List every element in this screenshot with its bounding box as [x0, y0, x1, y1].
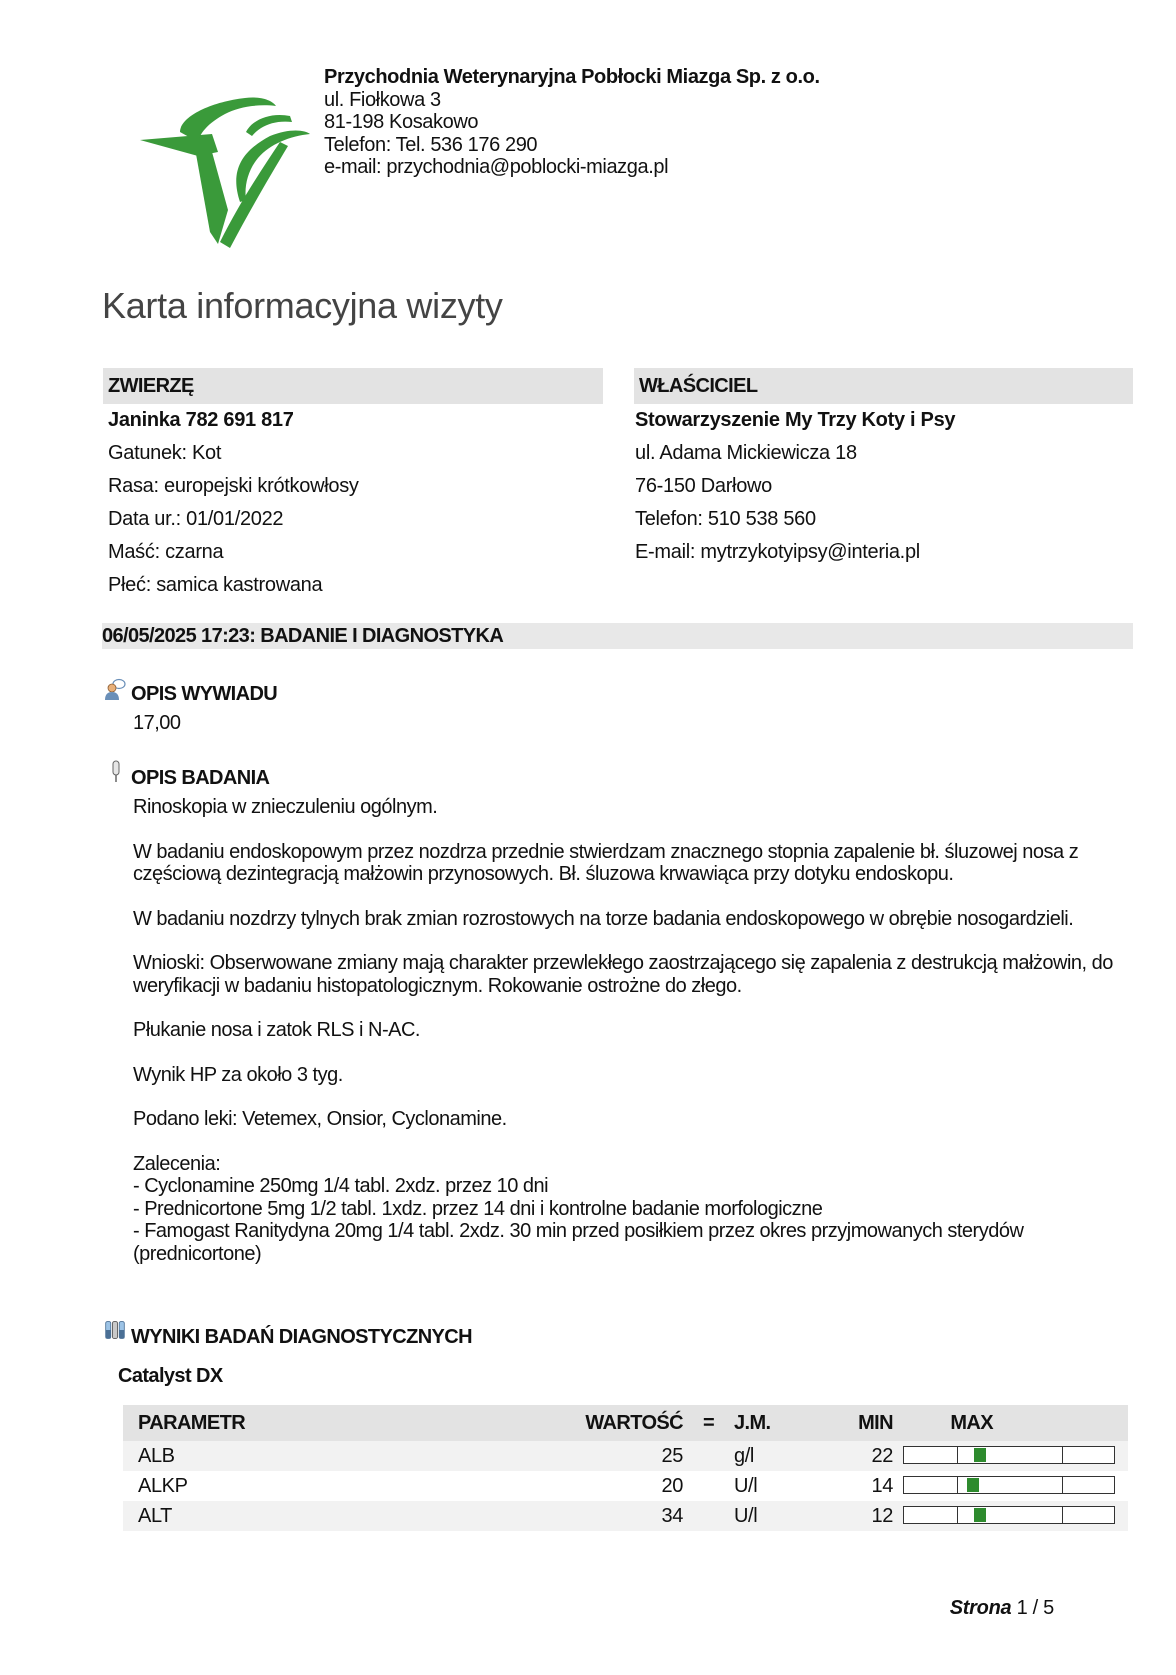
- recommendation-item: - Prednicortone 5mg 1/2 tabl. 1xdz. przez 14 dni i kontrolne badanie morfologiczne: [133, 1197, 823, 1220]
- exam-paragraph: W badaniu nozdrzy tylnych brak zmian rozrostowych na torze badania endoskopowego w obrębie nosogardzieli.: [133, 907, 1074, 930]
- param-min: 22: [871, 1445, 893, 1467]
- interview-icon: [104, 678, 126, 702]
- owner-phone: Telefon: 510 538 560: [635, 508, 816, 530]
- col-min: MIN: [858, 1412, 893, 1434]
- param-unit: U/l: [734, 1505, 758, 1527]
- owner-heading: WŁAŚCICIEL: [634, 368, 1133, 404]
- animal-breed: Rasa: europejski krótkowłosy: [108, 475, 359, 497]
- interview-title: OPIS WYWIADU: [131, 683, 278, 705]
- recommendation-item: - Famogast Ranitydyna 20mg 1/4 tabl. 2xdz. 30 min przed posiłkiem przez okres przyjmowanych sterydów (prednicortone): [133, 1220, 1024, 1265]
- animal-species: Gatunek: Kot: [108, 442, 222, 464]
- exam-paragraph: W badaniu endoskopowym przez nozdrza przednie stwierdzam znacznego stopnia zapalenie bł. śluzowej nosa z częściową dezintegracją małżowin przynosowych. Bł. śluzowa krwawiąca przy dotyku endoskopu.: [133, 840, 1079, 885]
- animal-details: [108, 404, 359, 602]
- exam-paragraph: Płukanie nosa i zatok RLS i N-AC.: [133, 1019, 420, 1041]
- animal-color: Maść: czarna: [108, 541, 224, 563]
- owner-street: ul. Adama Mickiewicza 18: [635, 442, 857, 464]
- table-row: [123, 1441, 1128, 1471]
- gauge-marker: [974, 1448, 986, 1462]
- gauge-tick-max: [1062, 1507, 1063, 1523]
- param-min: 14: [871, 1475, 893, 1497]
- param-unit: U/l: [734, 1475, 758, 1497]
- owner-name: Stowarzyszenie My Trzy Koty i Psy: [635, 409, 956, 431]
- param-value: 25: [661, 1445, 683, 1467]
- lab-tubes-icon: [104, 1318, 126, 1342]
- gauge-marker: [967, 1478, 979, 1492]
- col-max: MAX: [950, 1412, 993, 1434]
- range-gauge: [903, 1476, 1115, 1494]
- device-name: Catalyst DX: [118, 1365, 223, 1387]
- param-value: 34: [661, 1505, 683, 1527]
- col-eq: =: [703, 1412, 715, 1434]
- interview-text: 17,00: [133, 712, 181, 734]
- col-param: PARAMETR: [138, 1412, 246, 1434]
- clinic-logo: [140, 92, 310, 252]
- page-footer: [950, 1597, 1054, 1620]
- recommendation-item: - Cyclonamine 250mg 1/4 tabl. 2xdz. przez 10 dni: [133, 1175, 549, 1197]
- visit-header: 06/05/2025 17:23: BADANIE I DIAGNOSTYKA: [102, 623, 1133, 649]
- owner-details: [635, 404, 955, 569]
- exam-paragraph: Rinoskopia w znieczuleniu ogólnym.: [133, 796, 438, 818]
- gauge-tick-max: [1062, 1477, 1063, 1493]
- clinic-email: e-mail: przychodnia@poblocki-miazga.pl: [324, 156, 669, 178]
- page-label: Strona: [949, 1597, 1012, 1619]
- param-unit: g/l: [734, 1445, 754, 1467]
- param-min: 12: [871, 1505, 893, 1527]
- exam-paragraph: Podano leki: Vetemex, Onsior, Cyclonamine.: [133, 1108, 507, 1130]
- clinic-street: ul. Fiołkowa 3: [324, 88, 441, 111]
- clinic-info: [324, 66, 820, 179]
- animal-heading: ZWIERZĘ: [103, 368, 603, 404]
- gauge-tick-max: [1062, 1447, 1063, 1463]
- recommendations-title: Zalecenia:: [133, 1152, 221, 1175]
- gauge-tick-min: [957, 1447, 958, 1463]
- page-number: 1: [1016, 1597, 1028, 1619]
- page-title: Karta informacyjna wizyty: [102, 285, 503, 326]
- gauge-tick-min: [957, 1507, 958, 1523]
- animal-name: Janinka 782 691 817: [108, 409, 294, 431]
- range-gauge: [903, 1446, 1115, 1464]
- results-title: WYNIKI BADAŃ DIAGNOSTYCZNYCH: [131, 1326, 472, 1348]
- param-name: ALKP: [138, 1475, 188, 1497]
- param-value: 20: [661, 1475, 683, 1497]
- exam-title: OPIS BADANIA: [131, 767, 270, 789]
- exam-icon: [106, 760, 128, 784]
- exam-description: [133, 796, 1113, 1265]
- param-name: ALB: [138, 1445, 175, 1467]
- table-row: [123, 1471, 1128, 1501]
- page-total: / 5: [1027, 1597, 1054, 1619]
- gauge-marker: [974, 1508, 986, 1522]
- animal-birth-date: Data ur.: 01/01/2022: [108, 508, 284, 530]
- range-gauge: [903, 1506, 1115, 1524]
- owner-email: E-mail: mytrzykotyipsy@interia.pl: [635, 541, 920, 563]
- col-value: WARTOŚĆ: [585, 1412, 683, 1434]
- clinic-name: Przychodnia Weterynaryjna Pobłocki Miazga Sp. z o.o.: [324, 66, 820, 88]
- param-name: ALT: [138, 1505, 172, 1527]
- clinic-city: 81-198 Kosakowo: [324, 111, 479, 133]
- clinic-phone: Telefon: Tel. 536 176 290: [324, 133, 538, 156]
- col-unit: J.M.: [734, 1412, 771, 1434]
- results-table-header: [123, 1405, 1128, 1441]
- gauge-tick-min: [957, 1477, 958, 1493]
- owner-city: 76-150 Darłowo: [635, 475, 772, 497]
- exam-paragraph: Wynik HP za około 3 tyg.: [133, 1063, 343, 1086]
- table-row: [123, 1501, 1128, 1531]
- exam-paragraph: Wnioski: Obserwowane zmiany mają charakter przewlekłego zaostrzającego się zapalenia z destrukcją małżowin, do weryfikacji w badaniu histopatologicznym. Rokowanie ostrożne do złego.: [133, 952, 1113, 997]
- animal-sex: Płeć: samica kastrowana: [108, 574, 323, 596]
